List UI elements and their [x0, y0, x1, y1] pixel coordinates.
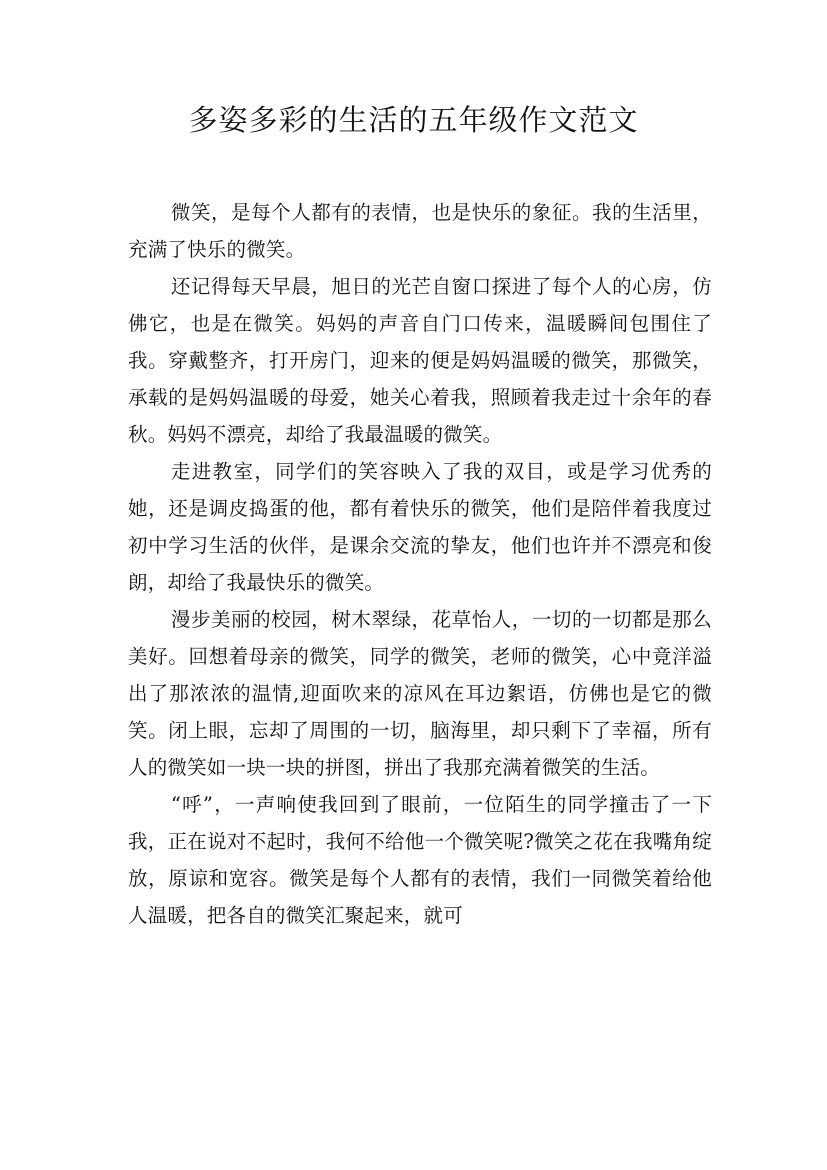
document-body	[128, 194, 712, 934]
paragraph: 还记得每天早晨，旭日的光芒自窗口探进了每个人的心房，仿佛它，也是在微笑。妈妈的声音自门口传来，温暖瞬间包围住了我。穿戴整齐，打开房门，迎来的便是妈妈温暖的微笑，那微笑，承载的是妈妈温暖的母爱，她关心着我，照顾着我走过十余年的春秋。妈妈不漂亮，却给了我最温暖的微笑。	[128, 275, 712, 446]
paragraph: 漫步美丽的校园，树木翠绿，花草怡人，一切的一切都是那么美好。回想着母亲的微笑，同学的微笑，老师的微笑，心中竟洋溢出了那浓浓的温情,迎面吹来的凉风在耳边絮语，仿佛也是它的微笑。闭上眼，忘却了周围的一切，脑海里，却只剩下了幸福，所有人的微笑如一块一块的拼图，拼出了我那充满着微笑的生活。	[128, 608, 712, 779]
paragraph: 走进教室，同学们的笑容映入了我的双目，或是学习优秀的她，还是调皮捣蛋的他，都有着快乐的微笑，他们是陪伴着我度过初中学习生活的伙伴，是课余交流的挚友，他们也许并不漂亮和俊朗，却给了我最快乐的微笑。	[128, 460, 712, 594]
paragraph: “呼”，一声响使我回到了眼前，一位陌生的同学撞击了一下我，正在说对不起时，我何不给他一个微笑呢?微笑之花在我嘴角绽放，原谅和宽容。微笑是每个人都有的表情，我们一同微笑着给他人温暖，把各自的微笑汇聚起来，就可	[128, 793, 712, 927]
paragraph: 微笑，是每个人都有的表情，也是快乐的象征。我的生活里，充满了快乐的微笑。	[128, 201, 712, 261]
document-title: 多姿多彩的生活的五年级作文范文	[188, 103, 639, 137]
